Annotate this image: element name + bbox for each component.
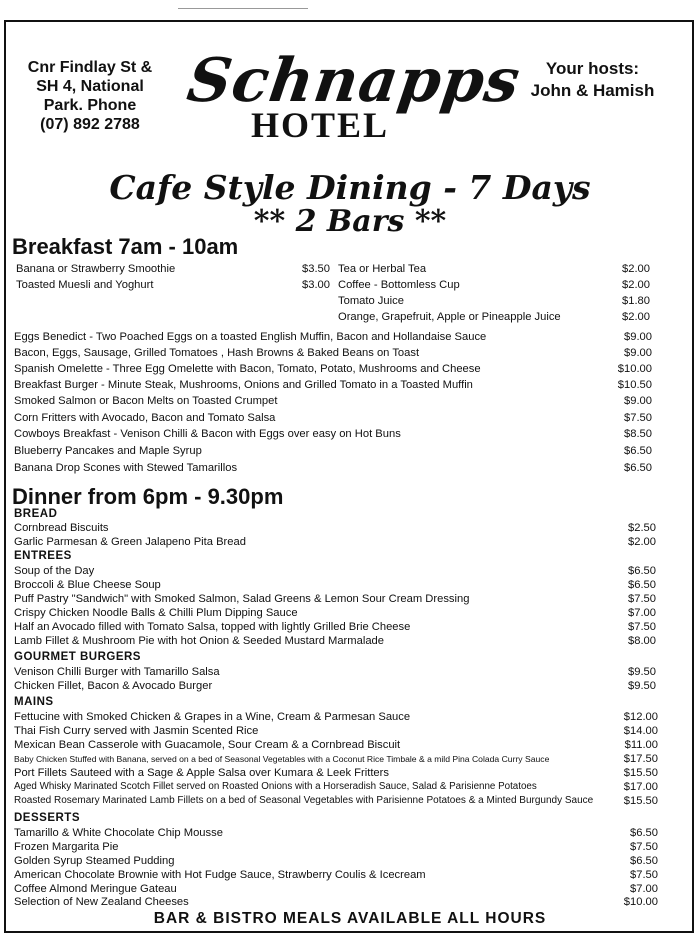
- item-name: Bacon, Eggs, Sausage, Grilled Tomatoes , Hash Browns & Baked Beans on Toast: [14, 347, 420, 359]
- item-price: $7.50: [630, 841, 658, 853]
- item-price: $1.80: [622, 295, 650, 307]
- menu-item: [338, 277, 650, 293]
- menu-item: [14, 894, 658, 910]
- menu-item: [16, 277, 330, 293]
- menu-item: [338, 293, 650, 309]
- tagline-dining: Cafe Style Dining - 7 Days: [109, 168, 591, 207]
- menu-item: [14, 793, 658, 809]
- item-name: Mexican Bean Casserole with Guacamole, Sour Cream & a Cornbread Biscuit: [14, 739, 401, 751]
- item-price: $2.50: [628, 522, 656, 534]
- item-price: $9.00: [624, 395, 652, 407]
- item-name: Breakfast Burger - Minute Steak, Mushrooms, Onions and Grilled Tomato in a Toasted Muffin: [14, 379, 473, 391]
- menu-item: [14, 443, 652, 459]
- item-name: Spanish Omelette - Three Egg Omelette with Bacon, Tomato, Potato, Mushrooms and Cheese: [14, 363, 481, 375]
- item-price: $11.00: [624, 739, 658, 751]
- item-price: $6.50: [624, 445, 652, 457]
- item-price: $10.00: [623, 896, 658, 908]
- item-name: Cornbread Biscuits: [14, 522, 109, 534]
- address-line: SH 4, National: [36, 78, 144, 95]
- top-rule: [178, 8, 308, 9]
- item-price: $14.00: [623, 725, 658, 737]
- menu-item: [14, 633, 656, 649]
- item-name: Banana Drop Scones with Stewed Tamarillos: [14, 462, 238, 474]
- item-price: $6.50: [630, 855, 658, 867]
- item-price: $9.50: [628, 666, 656, 678]
- item-price: $9.00: [624, 347, 652, 359]
- menu-item: [16, 261, 330, 277]
- menu-item: [14, 460, 652, 476]
- item-price: $3.50: [302, 263, 330, 275]
- item-name: Thai Fish Curry served with Jasmin Scented Rice: [14, 725, 259, 737]
- item-name: Golden Syrup Steamed Pudding: [14, 855, 175, 867]
- tagline-bars: ** 2 Bars **: [253, 204, 447, 239]
- item-price: $10.00: [617, 363, 652, 375]
- item-price: $6.50: [630, 827, 658, 839]
- menu-item: [14, 678, 656, 694]
- item-price: $7.50: [628, 621, 656, 633]
- item-name: Port Fillets Sauteed with a Sage & Apple Salsa over Kumara & Leek Fritters: [14, 767, 389, 779]
- menu-item: [14, 410, 652, 426]
- item-name: American Chocolate Brownie with Hot Fudge Sauce, Strawberry Coulis & Icecream: [14, 869, 426, 881]
- item-name: Coffee Almond Meringue Gateau: [14, 883, 177, 895]
- item-price: $6.50: [624, 462, 652, 474]
- item-name: Soup of the Day: [14, 565, 95, 577]
- item-price: $9.00: [624, 331, 652, 343]
- item-name: Smoked Salmon or Bacon Melts on Toasted Crumpet: [14, 395, 278, 407]
- item-name: Tamarillo & White Chocolate Chip Mousse: [14, 827, 223, 839]
- address-line: (07) 892 2788: [40, 116, 140, 133]
- item-name: Eggs Benedict - Two Poached Eggs on a toasted English Muffin, Bacon and Hollandaise Sauce: [14, 331, 487, 343]
- item-name: Banana or Strawberry Smoothie: [16, 263, 176, 275]
- item-name: Aged Whisky Marinated Scotch Fillet served on Roasted Onions with a Horseradish Sauce, Salad & Parisienne Potatoes: [14, 781, 537, 792]
- item-price: $2.00: [622, 311, 650, 323]
- item-price: $6.50: [628, 565, 656, 577]
- item-name: Baby Chicken Stuffed with Banana, served on a bed of Seasonal Vegetables with a Coconut Rice Timbale & a mild Pina Colada Curry Sauce: [14, 754, 550, 764]
- section-heading-desserts: DESSERTS: [14, 812, 80, 824]
- menu-item: [338, 261, 650, 277]
- item-price: $2.00: [622, 279, 650, 291]
- menu-item: [14, 361, 652, 377]
- dinner-heading: Dinner from 6pm - 9.30pm: [12, 484, 284, 509]
- menu-item: [14, 534, 656, 550]
- section-heading-entrees: ENTREES: [14, 550, 72, 562]
- item-price: $7.00: [628, 607, 656, 619]
- menu-item: [14, 329, 652, 345]
- item-price: $8.50: [624, 428, 652, 440]
- item-price: $17.00: [623, 781, 658, 793]
- item-name: Selection of New Zealand Cheeses: [14, 896, 189, 908]
- menu-item: [14, 426, 652, 442]
- hosts-block: [500, 58, 685, 102]
- section-heading-gourmet-burgers: GOURMET BURGERS: [14, 651, 141, 663]
- menu-item: [14, 377, 652, 393]
- item-name: Lamb Fillet & Mushroom Pie with hot Onion & Seeded Mustard Marmalade: [14, 635, 384, 647]
- item-name: Puff Pastry "Sandwich" with Smoked Salmon, Salad Greens & Lemon Sour Cream Dressing: [14, 593, 470, 605]
- address-line: Cnr Findlay St &: [27, 59, 153, 76]
- item-name: Coffee - Bottomless Cup: [338, 279, 460, 291]
- item-price: $7.50: [628, 593, 656, 605]
- menu-item: [14, 345, 652, 361]
- menu-item: [338, 309, 650, 325]
- address-line: Park. Phone: [43, 97, 137, 114]
- item-price: $17.50: [623, 753, 658, 765]
- item-price: $7.50: [624, 412, 652, 424]
- item-price: $3.00: [302, 279, 330, 291]
- item-price: $7.50: [630, 869, 658, 881]
- logo-script-text: Schnapps: [183, 46, 525, 116]
- item-name: Tomato Juice: [338, 295, 404, 307]
- item-name: Frozen Margarita Pie: [14, 841, 119, 853]
- item-price: $15.50: [623, 795, 658, 807]
- item-name: Crispy Chicken Noodle Balls & Chilli Plum Dipping Sauce: [14, 607, 298, 619]
- item-name: Fettucine with Smoked Chicken & Grapes in a Wine, Cream & Parmesan Sauce: [14, 711, 411, 723]
- item-price: $2.00: [628, 536, 656, 548]
- item-name: Roasted Rosemary Marinated Lamb Fillets on a bed of Seasonal Vegetables with Parisienne Potatoes & a Minted Burgundy Sauce: [14, 795, 594, 806]
- menu-item: [14, 393, 652, 409]
- hosts-line: John & Hamish: [530, 81, 655, 100]
- item-name: Venison Chilli Burger with Tamarillo Salsa: [14, 666, 220, 678]
- item-price: $15.50: [623, 767, 658, 779]
- footer-banner: BAR & BISTRO MEALS AVAILABLE ALL HOURS: [153, 910, 547, 927]
- item-name: Corn Fritters with Avocado, Bacon and Tomato Salsa: [14, 412, 276, 424]
- item-name: Cowboys Breakfast - Venison Chilli & Bacon with Eggs over easy on Hot Buns: [14, 428, 401, 440]
- item-price: $6.50: [628, 579, 656, 591]
- hosts-line: Your hosts:: [545, 59, 640, 78]
- item-name: Tea or Herbal Tea: [338, 263, 427, 275]
- item-name: Orange, Grapefruit, Apple or Pineapple Juice: [338, 311, 561, 323]
- section-heading-bread: BREAD: [14, 508, 58, 520]
- address-block: [14, 58, 166, 134]
- item-name: Garlic Parmesan & Green Jalapeno Pita Bread: [14, 536, 246, 548]
- item-name: Broccoli & Blue Cheese Soup: [14, 579, 161, 591]
- item-price: $8.00: [628, 635, 656, 647]
- item-name: Chicken Fillet, Bacon & Avocado Burger: [14, 680, 213, 692]
- item-name: Half an Avocado filled with Tomato Salsa, topped with lightly Grilled Brie Cheese: [14, 621, 411, 633]
- item-price: $9.50: [628, 680, 656, 692]
- logo-hotel-text: HOTEL: [251, 105, 390, 145]
- item-name: Toasted Muesli and Yoghurt: [16, 279, 154, 291]
- section-heading-mains: MAINS: [14, 696, 54, 708]
- item-price: $7.00: [630, 883, 658, 895]
- breakfast-heading: Breakfast 7am - 10am: [12, 234, 239, 259]
- item-price: $2.00: [622, 263, 650, 275]
- item-price: $12.00: [623, 711, 658, 723]
- item-price: $10.50: [617, 379, 652, 391]
- item-name: Blueberry Pancakes and Maple Syrup: [14, 445, 202, 457]
